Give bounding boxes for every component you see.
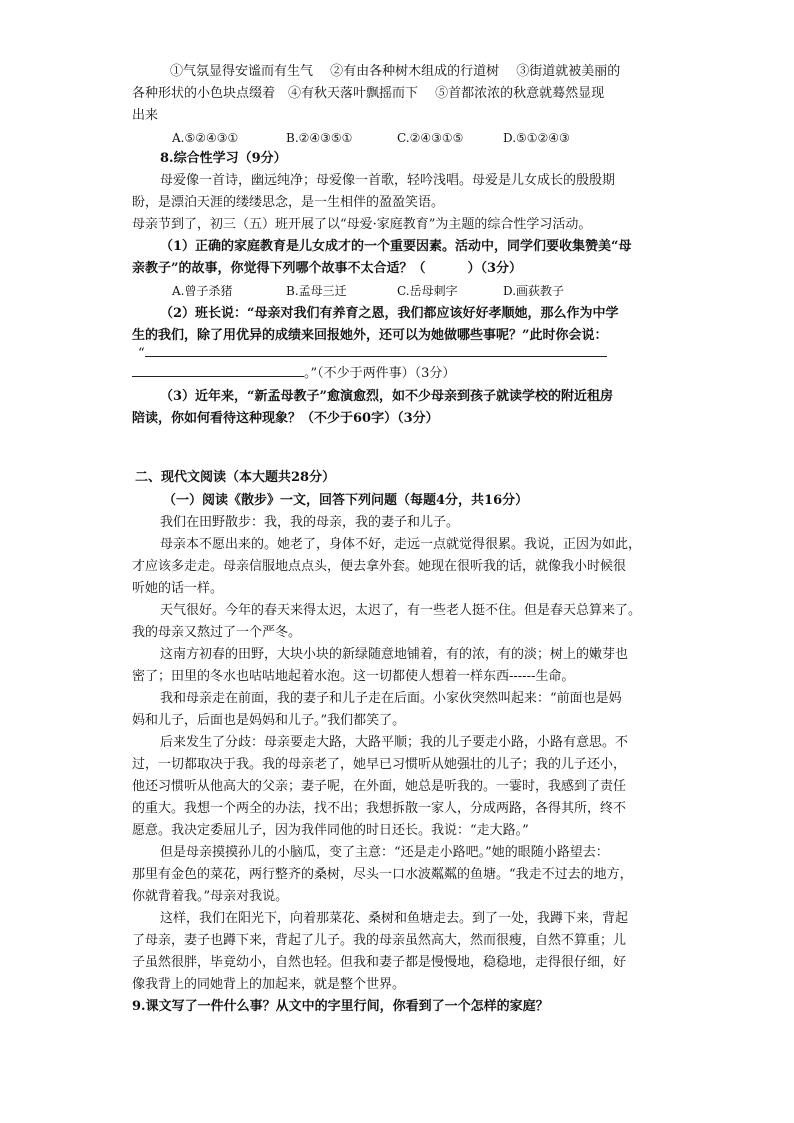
q8-part1-prompt: 亲教子”的故事，你觉得下列哪个故事不太合适？（ bbox=[132, 261, 426, 276]
passage-line: 我的母亲又熬过了一个严冬。 bbox=[132, 625, 302, 640]
q8-title: 8.综合性学习（9分） bbox=[160, 151, 287, 166]
passage-line: 子虽然很胖，毕竟幼小，自然也轻。但我和妻子都是慢慢地，稳稳地，走得很仔细，好 bbox=[132, 955, 627, 970]
q8-intro-line-3: 母亲节到了，初三（五）班开展了以“母爱·家庭教育”为主题的综合性学习活动。 bbox=[132, 217, 592, 232]
passage-line: 天气很好。今年的春天来得太迟，太迟了，有一些老人挺不住。但是春天总算来了。 bbox=[160, 603, 642, 618]
q7-options-line-1: ①气氛显得安谧而有生气 ②有由各种树木组成的行道树 ③街道就被美丽的 bbox=[170, 64, 621, 79]
answer-underline[interactable] bbox=[145, 342, 607, 357]
q9-question: 9.课文写了一件什么事？从文中的字里行间，你看到了一个怎样的家庭？ bbox=[132, 999, 549, 1014]
answer-underline[interactable] bbox=[132, 362, 304, 377]
passage-line: 他还习惯听从他高大的父亲；妻子呢，在外面，她总是听我的。一霎时，我感到了责任 bbox=[132, 779, 627, 794]
passage-line: 妈和儿子，后面也是妈妈和儿子。”我们都笑了。 bbox=[132, 713, 406, 728]
passage-line: 但是母亲摸摸孙儿的小脑瓜，变了主意：“还是走小路吧。”她的眼随小路望去： bbox=[160, 845, 609, 860]
q8-part1-line-2 bbox=[132, 258, 522, 280]
q7-choice-a[interactable]: A.⑤②④③① bbox=[172, 131, 239, 145]
q8-part2-answer-line-2[interactable] bbox=[132, 362, 455, 385]
q8-part1-score: ）（3分） bbox=[467, 261, 523, 276]
q8-part2-requirement: 。”（不少于两件事）（3分） bbox=[304, 366, 456, 381]
passage-line: 你就背着我。”母亲对我说。 bbox=[132, 889, 289, 904]
passage-line: 那里有金色的菜花，两行整齐的桑树，尽头一口水波粼粼的鱼塘。“我走不过去的地方， bbox=[132, 867, 633, 882]
section-2-title: 二、现代文阅读（本大题共28分） bbox=[135, 470, 336, 485]
q7-choice-c[interactable]: C.②④③①⑤ bbox=[397, 131, 464, 145]
passage-line: 我和母亲走在前面，我的妻子和儿子走在后面。小家伙突然叫起来：“前面也是妈 bbox=[160, 691, 622, 706]
q8-choice-c[interactable]: C.岳母刺字 bbox=[397, 284, 458, 298]
q8-part3-line-1: （3）近年来，“新孟母教子”愈演愈烈，如不少母亲到孩子就读学校的附近租房 bbox=[160, 389, 614, 404]
q8-choice-b[interactable]: B.孟母三迁 bbox=[286, 284, 347, 298]
passage-line: 才应该多走走。母亲信服地点点头，便去拿外套。她现在很听我的话，就像我小时候很 bbox=[132, 559, 627, 574]
open-quote: “ bbox=[138, 346, 145, 361]
q8-part2-line-1: （2）班长说：“母亲对我们有养育之恩，我们都应该好好孝顺她，那么作为中学 bbox=[160, 306, 619, 321]
passage-line: 母亲本不愿出来的。她老了，身体不好，走远一点就觉得很累。我说，正因为如此， bbox=[160, 537, 642, 552]
q8-intro-line-1: 母爱像一首诗，幽远纯净；母爱像一首歌，轻吟浅唱。母爱是儿女成长的殷殷期 bbox=[160, 173, 616, 188]
passage-line: 密了；田里的冬水也咕咕地起着水泡。这一切都使人想着一样东西------生命。 bbox=[132, 669, 575, 684]
passage-line: 愿意。我决定委屈儿子，因为我伴同他的时日还长。我说：“走大路。” bbox=[132, 823, 529, 838]
q8-choice-a[interactable]: A.曾子杀猪 bbox=[172, 284, 233, 298]
q7-choice-d[interactable]: D.⑤①②④③ bbox=[503, 131, 570, 145]
q7-choice-b[interactable]: B.②④③⑤① bbox=[286, 131, 353, 145]
passage-line: 我们在田野散步：我，我的母亲，我的妻子和儿子。 bbox=[160, 515, 460, 530]
q8-intro-line-2: 盼，是漂泊天涯的缕缕思念，是一生相伴的盈盈笑语。 bbox=[132, 195, 445, 210]
passage-line: 了母亲，妻子也蹲下来，背起了儿子。我的母亲虽然高大，然而很瘦，自然不算重；儿 bbox=[132, 933, 627, 948]
reading-1-instruction: （一）阅读《散步》一文，回答下列问题（每题4分，共16分） bbox=[163, 493, 529, 508]
passage-line: 这南方初春的田野，大块小块的新绿随意地铺着，有的浓，有的淡；树上的嫩芽也 bbox=[160, 647, 629, 662]
passage-line: 的重大。我想一个两全的办法，找不出；我想拆散一家人，分成两路，各得其所，终不 bbox=[132, 801, 627, 816]
q7-options-line-3: 出来 bbox=[132, 108, 159, 123]
answer-blank[interactable] bbox=[425, 258, 467, 272]
q7-options-line-2: 各种形状的小色块点缀着 ④有秋天落叶飘摇而下 ⑤首都浓浓的秋意就蓦然显现 bbox=[132, 86, 605, 101]
q8-choice-d[interactable]: D.画荻教子 bbox=[503, 284, 565, 298]
passage-line: 像我背上的同她背上的加起来，就是整个世界。 bbox=[132, 977, 406, 992]
passage-line: 听她的话一样。 bbox=[132, 581, 224, 596]
passage-line: 这样，我们在阳光下，向着那菜花、桑树和鱼塘走去。到了一处，我蹲下来，背起 bbox=[160, 911, 629, 926]
q8-part3-line-2: 陪读，你如何看待这种现象？（不少于60字）（3分） bbox=[132, 411, 439, 426]
passage-line: 过，一切都取决于我。我的母亲老了，她早已习惯听从她强壮的儿子；我的儿子还小， bbox=[132, 757, 627, 772]
q8-part1-line-1: （1）正确的家庭教育是儿女成才的一个重要因素。活动中，同学们要收集赞美“母 bbox=[160, 239, 632, 254]
passage-line: 后来发生了分歧：母亲要走大路，大路平顺；我的儿子要走小路，小路有意思。不 bbox=[160, 735, 629, 750]
q8-part2-line-2: 生的我们，除了用优异的成绩来回报她外，还可以为她做哪些事呢？”此时你会说： bbox=[132, 328, 608, 343]
